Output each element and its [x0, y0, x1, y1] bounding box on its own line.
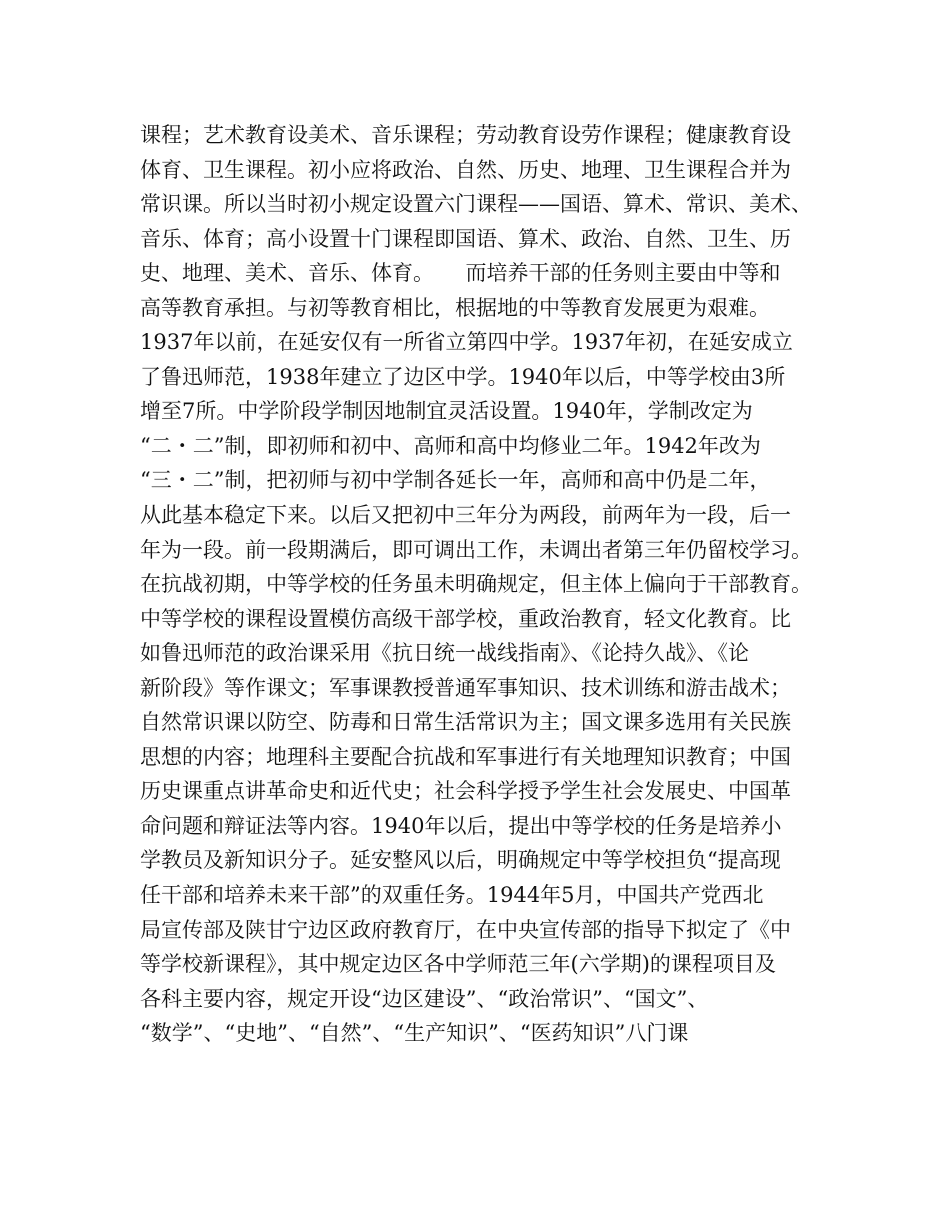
text-line: 自然常识课以防空、防毒和日常生活常识为主；国文课多选用有关民族: [140, 710, 791, 735]
text-line: “二・二”制，即初师和初中、高师和高中均修业二年。1942年改为: [140, 433, 761, 458]
text-line: 常识课。所以当时初小规定设置六门课程——国语、算术、常识、美术、: [140, 192, 812, 217]
text-line: 中等学校的课程设置模仿高级干部学校，重政治教育，轻文化教育。比: [140, 606, 791, 631]
text-line: 思想的内容；地理科主要配合抗战和军事进行有关地理知识教育；中国: [140, 744, 791, 769]
text-line: 体育、卫生课程。初小应将政治、自然、历史、地理、卫生课程合并为: [140, 157, 791, 182]
text-line: 在抗战初期，中等学校的任务虽未明确规定，但主体上偏向于干部教育。: [140, 572, 812, 597]
text-line: 等学校新课程》，其中规定边区各中学师范三年(六学期)的课程项目及: [140, 952, 776, 977]
text-line: “三・二”制，把初师与初中学制各延长一年，高师和高中仍是二年，: [140, 468, 771, 493]
text-line: 命问题和辩证法等内容。1940年以后，提出中等学校的任务是培养小: [140, 813, 782, 838]
text-line: 史、地理、美术、音乐、体育。 而培养干部的任务则主要由中等和: [140, 261, 781, 286]
body-text: [140, 118, 830, 1051]
text-line: 了鲁迅师范，1938年建立了边区中学。1940年以后，中等学校由3所: [140, 364, 786, 389]
text-line: 新阶段》等作课文；军事课教授普通军事知识、技术训练和游击战术；: [140, 675, 791, 700]
text-line: 局宣传部及陕甘宁边区政府教育厅，在中央宣传部的指导下拟定了《中: [140, 917, 791, 942]
text-line: 任干部和培养未来干部”的双重任务。1944年5月，中国共产党西北: [140, 883, 764, 908]
text-line: 音乐、体育；高小设置十门课程即国语、算术、政治、自然、卫生、历: [140, 226, 791, 251]
text-line: “数学”、“史地”、“自然”、“生产知识”、“医药知识”八门课: [140, 1021, 689, 1046]
text-line: 各科主要内容，规定开设“边区建设”、“政治常识”、“国文”、: [140, 986, 709, 1011]
text-line: 学教员及新知识分子。延安整风以后，明确规定中等学校担负“提高现: [140, 848, 781, 873]
text-line: 从此基本稳定下来。以后又把初中三年分为两段，前两年为一段，后一: [140, 503, 791, 528]
text-line: 课程；艺术教育设美术、音乐课程；劳动教育设劳作课程；健康教育设: [140, 123, 791, 147]
text-line: 1937年以前，在延安仅有一所省立第四中学。1937年初，在延安成立: [140, 330, 793, 355]
text-line: 如鲁迅师范的政治课采用《抗日统一战线指南》、《论持久战》、《论: [140, 641, 749, 666]
text-line: 历史课重点讲革命史和近代史；社会科学授予学生社会发展史、中国革: [140, 779, 791, 804]
text-line: 年为一段。前一段期满后，即可调出工作，未调出者第三年仍留校学习。: [140, 537, 812, 562]
text-line: 增至7所。中学阶段学制因地制宜灵活设置。1940年，学制改定为: [140, 399, 753, 424]
text-line: 高等教育承担。与初等教育相比，根据地的中等教育发展更为艰难。: [140, 295, 770, 320]
